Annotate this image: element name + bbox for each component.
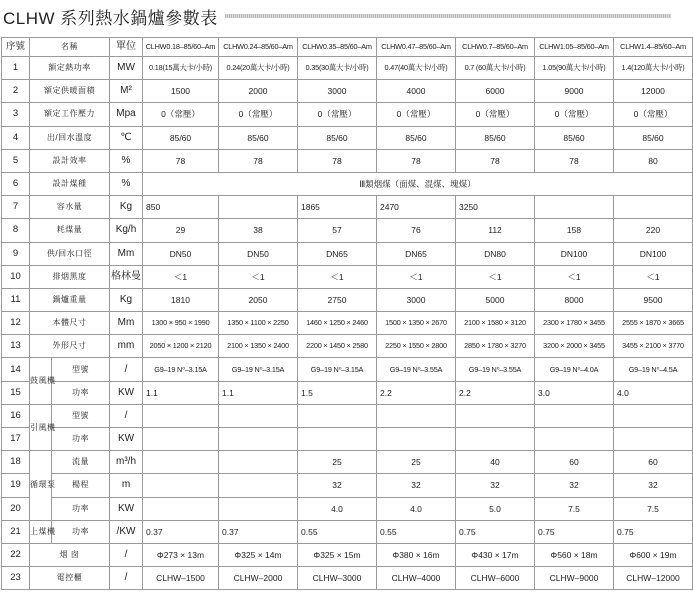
value-cell — [614, 428, 693, 451]
param-name: 型號 — [52, 358, 110, 381]
value-cell: 76 — [377, 219, 456, 242]
param-name: 電控櫃 — [30, 567, 110, 590]
value-cell — [143, 474, 219, 497]
table-row — [2, 288, 693, 311]
value-cell: 0（常壓） — [456, 103, 535, 126]
merged-value: Ⅲ類烟煤（面煤、混煤、塊煤） — [143, 172, 693, 195]
value-cell: 4.0 — [377, 497, 456, 520]
seq-cell: 10 — [2, 265, 30, 288]
unit-cell: % — [110, 172, 143, 195]
header-model: CLHW1.05–85/60–Am — [535, 38, 614, 57]
table-row — [2, 126, 693, 149]
unit-cell: Kg/h — [110, 219, 143, 242]
param-name: 容水量 — [30, 196, 110, 219]
table-row — [2, 567, 693, 590]
seq-cell: 9 — [2, 242, 30, 265]
value-cell: 5.0 — [456, 497, 535, 520]
value-cell: ＜1 — [143, 265, 219, 288]
value-cell — [298, 404, 377, 427]
value-cell: DN65 — [377, 242, 456, 265]
value-cell: 0.37 — [219, 520, 298, 543]
seq-cell: 11 — [2, 288, 30, 311]
unit-cell: / — [110, 358, 143, 381]
value-cell — [456, 404, 535, 427]
value-cell: 2100 × 1350 × 2400 — [219, 335, 298, 358]
unit-cell: / — [110, 567, 143, 590]
param-name: 設計效率 — [30, 149, 110, 172]
unit-cell: m — [110, 474, 143, 497]
value-cell — [219, 497, 298, 520]
value-cell: 1350 × 1100 × 2250 — [219, 312, 298, 335]
param-name: 功率 — [52, 381, 110, 404]
value-cell: 85/60 — [377, 126, 456, 149]
param-name: 排烟黑度 — [30, 265, 110, 288]
seq-cell: 22 — [2, 543, 30, 566]
value-cell: 2470 — [377, 196, 456, 219]
title-rule — [225, 14, 671, 18]
value-cell: 0（常壓） — [377, 103, 456, 126]
value-cell: DN80 — [456, 242, 535, 265]
value-cell — [535, 404, 614, 427]
header-model: CLHW0.24–85/60–Am — [219, 38, 298, 57]
value-cell: 6000 — [456, 80, 535, 103]
value-cell: 4000 — [377, 80, 456, 103]
value-cell: 1500 — [143, 80, 219, 103]
value-cell — [219, 196, 298, 219]
unit-cell: 格林曼 — [110, 265, 143, 288]
value-cell — [535, 196, 614, 219]
table-row — [2, 358, 693, 381]
value-cell: 0.75 — [614, 520, 693, 543]
value-cell: 1300 × 950 × 1990 — [143, 312, 219, 335]
unit-cell: / — [110, 404, 143, 427]
value-cell: 1.4(120萬大卡/小時) — [614, 57, 693, 80]
value-cell: 3.0 — [535, 381, 614, 404]
table-row — [2, 404, 693, 427]
seq-cell: 14 — [2, 358, 30, 381]
group-label-fan: 鼓風機 — [30, 358, 52, 404]
unit-cell: mm — [110, 335, 143, 358]
seq-cell: 18 — [2, 451, 30, 474]
param-name: 耗煤量 — [30, 219, 110, 242]
seq-cell: 12 — [2, 312, 30, 335]
unit-cell: % — [110, 149, 143, 172]
table-row — [2, 219, 693, 242]
param-name: 楊程 — [52, 474, 110, 497]
value-cell — [614, 404, 693, 427]
value-cell: 3250 — [456, 196, 535, 219]
value-cell: 0.7 (60萬大卡/小時) — [456, 57, 535, 80]
value-cell: 60 — [614, 451, 693, 474]
value-cell: 1865 — [298, 196, 377, 219]
seq-cell: 15 — [2, 381, 30, 404]
unit-cell: /KW — [110, 520, 143, 543]
value-cell — [143, 497, 219, 520]
param-name: 本體尺寸 — [30, 312, 110, 335]
value-cell: 2.2 — [377, 381, 456, 404]
value-cell — [219, 428, 298, 451]
value-cell: CLHW–1500 — [143, 567, 219, 590]
value-cell: 0.55 — [298, 520, 377, 543]
table-row — [2, 149, 693, 172]
value-cell: 2555 × 1870 × 3665 — [614, 312, 693, 335]
value-cell: Φ600 × 19m — [614, 543, 693, 566]
value-cell: 78 — [143, 149, 219, 172]
param-name: 設計煤種 — [30, 172, 110, 195]
value-cell: 1.05(90萬大卡/小時) — [535, 57, 614, 80]
unit-cell: / — [110, 543, 143, 566]
value-cell: CLHW–12000 — [614, 567, 693, 590]
value-cell: 57 — [298, 219, 377, 242]
value-cell: 1.1 — [219, 381, 298, 404]
table-row — [2, 103, 693, 126]
value-cell: 0.47(40萬大卡/小時) — [377, 57, 456, 80]
value-cell: Φ273 × 13m — [143, 543, 219, 566]
header-model: CLHW0.35–85/60–Am — [298, 38, 377, 57]
value-cell — [219, 474, 298, 497]
value-cell — [614, 196, 693, 219]
parameter-table — [1, 37, 693, 590]
value-cell: 1500 × 1350 × 2670 — [377, 312, 456, 335]
value-cell: 40 — [456, 451, 535, 474]
table-row — [2, 196, 693, 219]
seq-cell: 7 — [2, 196, 30, 219]
value-cell — [377, 404, 456, 427]
value-cell: ＜1 — [535, 265, 614, 288]
value-cell: Φ380 × 16m — [377, 543, 456, 566]
value-cell: CLHW–9000 — [535, 567, 614, 590]
header-unit: 單位 — [110, 38, 143, 57]
seq-cell: 19 — [2, 474, 30, 497]
value-cell: Φ325 × 14m — [219, 543, 298, 566]
seq-cell: 5 — [2, 149, 30, 172]
param-name: 額定熱功率 — [30, 57, 110, 80]
value-cell — [143, 428, 219, 451]
value-cell: 2250 × 1550 × 2800 — [377, 335, 456, 358]
value-cell: 2000 — [219, 80, 298, 103]
table-row — [2, 242, 693, 265]
value-cell: G9–19 N⁰–3.15A — [219, 358, 298, 381]
value-cell: DN50 — [219, 242, 298, 265]
value-cell: 2200 × 1450 × 2580 — [298, 335, 377, 358]
value-cell: Φ560 × 18m — [535, 543, 614, 566]
value-cell: 4.0 — [298, 497, 377, 520]
group-label-pump: 循環泵 — [30, 451, 52, 521]
value-cell — [143, 404, 219, 427]
value-cell: 2300 × 1780 × 3455 — [535, 312, 614, 335]
value-cell: CLHW–6000 — [456, 567, 535, 590]
unit-cell: m³/h — [110, 451, 143, 474]
seq-cell: 1 — [2, 57, 30, 80]
seq-cell: 4 — [2, 126, 30, 149]
value-cell: G9–19 N⁰–4.5A — [614, 358, 693, 381]
unit-cell: ℃ — [110, 126, 143, 149]
seq-cell: 13 — [2, 335, 30, 358]
value-cell: 78 — [535, 149, 614, 172]
table-row — [2, 265, 693, 288]
table-row — [2, 451, 693, 474]
param-name: 鍋爐重量 — [30, 288, 110, 311]
unit-cell: Mm — [110, 312, 143, 335]
value-cell: CLHW–4000 — [377, 567, 456, 590]
table-body — [2, 38, 693, 590]
value-cell: 4.0 — [614, 381, 693, 404]
value-cell: 3000 — [377, 288, 456, 311]
seq-cell: 3 — [2, 103, 30, 126]
value-cell: 850 — [143, 196, 219, 219]
unit-cell: Kg — [110, 288, 143, 311]
value-cell: 80 — [614, 149, 693, 172]
table-row — [2, 428, 693, 451]
value-cell: 112 — [456, 219, 535, 242]
table-row — [2, 57, 693, 80]
value-cell: 9000 — [535, 80, 614, 103]
value-cell: G9–19 N⁰–3.55A — [377, 358, 456, 381]
param-name: 烟 囱 — [30, 543, 110, 566]
seq-cell: 21 — [2, 520, 30, 543]
value-cell: 78 — [456, 149, 535, 172]
value-cell: 32 — [614, 474, 693, 497]
value-cell: 85/60 — [219, 126, 298, 149]
value-cell: G9–19 N⁰–3.15A — [143, 358, 219, 381]
value-cell: 85/60 — [535, 126, 614, 149]
param-name: 外形尺寸 — [30, 335, 110, 358]
value-cell: DN50 — [143, 242, 219, 265]
value-cell: 0.75 — [535, 520, 614, 543]
param-name: 額定供暖面積 — [30, 80, 110, 103]
value-cell — [456, 428, 535, 451]
value-cell — [219, 404, 298, 427]
table-row — [2, 474, 693, 497]
table-row — [2, 335, 693, 358]
value-cell: 7.5 — [535, 497, 614, 520]
value-cell: Φ325 × 15m — [298, 543, 377, 566]
value-cell: DN100 — [614, 242, 693, 265]
value-cell: 158 — [535, 219, 614, 242]
table-row — [2, 520, 693, 543]
header-model: CLHW0.7–85/60–Am — [456, 38, 535, 57]
seq-cell: 20 — [2, 497, 30, 520]
value-cell — [143, 451, 219, 474]
seq-cell: 8 — [2, 219, 30, 242]
header-model: CLHW1.4–85/60–Am — [614, 38, 693, 57]
unit-cell: KW — [110, 381, 143, 404]
title-bar — [3, 2, 671, 26]
value-cell: Φ430 × 17m — [456, 543, 535, 566]
page-title: CLHW 系列熱水鍋爐參數表 — [3, 9, 218, 28]
param-name: 出/回水溫度 — [30, 126, 110, 149]
value-cell: 0（常壓） — [143, 103, 219, 126]
seq-cell: 2 — [2, 80, 30, 103]
value-cell: 38 — [219, 219, 298, 242]
header-name: 名稱 — [30, 38, 110, 57]
value-cell: 60 — [535, 451, 614, 474]
value-cell: CLHW–3000 — [298, 567, 377, 590]
value-cell: 3200 × 2000 × 3455 — [535, 335, 614, 358]
value-cell: 5000 — [456, 288, 535, 311]
value-cell: 2.2 — [456, 381, 535, 404]
value-cell: 0.37 — [143, 520, 219, 543]
param-name: 功率 — [52, 497, 110, 520]
group-label-coal: 上煤機 — [30, 520, 52, 543]
value-cell: CLHW–2000 — [219, 567, 298, 590]
value-cell: DN100 — [535, 242, 614, 265]
value-cell: 0.55 — [377, 520, 456, 543]
value-cell: DN65 — [298, 242, 377, 265]
header-model: CLHW0.18–85/60–Am — [143, 38, 219, 57]
value-cell: ＜1 — [377, 265, 456, 288]
table-row — [2, 497, 693, 520]
group-label-induced: 引風機 — [30, 404, 52, 450]
unit-cell: MW — [110, 57, 143, 80]
value-cell — [535, 428, 614, 451]
value-cell: 78 — [219, 149, 298, 172]
unit-cell: M² — [110, 80, 143, 103]
value-cell: G9–19 N⁰–3.15A — [298, 358, 377, 381]
value-cell — [298, 428, 377, 451]
value-cell: ＜1 — [219, 265, 298, 288]
value-cell: 3455 × 2100 × 3770 — [614, 335, 693, 358]
value-cell: 85/60 — [298, 126, 377, 149]
value-cell: ＜1 — [298, 265, 377, 288]
value-cell: 0.35(30萬大卡/小時) — [298, 57, 377, 80]
value-cell: 1460 × 1250 × 2460 — [298, 312, 377, 335]
value-cell: 32 — [377, 474, 456, 497]
table-row — [2, 172, 693, 195]
unit-cell: KW — [110, 428, 143, 451]
table-row — [2, 312, 693, 335]
value-cell: 78 — [298, 149, 377, 172]
value-cell: 220 — [614, 219, 693, 242]
value-cell: 78 — [377, 149, 456, 172]
param-name: 供/回水口徑 — [30, 242, 110, 265]
param-name: 額定工作壓力 — [30, 103, 110, 126]
value-cell: 0（常壓） — [614, 103, 693, 126]
seq-cell: 6 — [2, 172, 30, 195]
value-cell: 32 — [535, 474, 614, 497]
value-cell: 32 — [456, 474, 535, 497]
unit-cell: Kg — [110, 196, 143, 219]
value-cell: 0（常壓） — [535, 103, 614, 126]
param-name: 功率 — [52, 520, 110, 543]
value-cell: 25 — [377, 451, 456, 474]
value-cell: 8000 — [535, 288, 614, 311]
value-cell: 85/60 — [143, 126, 219, 149]
header-seq: 序號 — [2, 38, 30, 57]
value-cell: 25 — [298, 451, 377, 474]
table-row — [2, 381, 693, 404]
value-cell: 1810 — [143, 288, 219, 311]
value-cell: 0（常壓） — [298, 103, 377, 126]
value-cell: 2100 × 1580 × 3120 — [456, 312, 535, 335]
header-row — [2, 38, 693, 57]
value-cell: 29 — [143, 219, 219, 242]
value-cell: 7.5 — [614, 497, 693, 520]
value-cell: 85/60 — [456, 126, 535, 149]
seq-cell: 23 — [2, 567, 30, 590]
param-name: 流量 — [52, 451, 110, 474]
value-cell: 32 — [298, 474, 377, 497]
value-cell: 0.24(20萬大卡/小時) — [219, 57, 298, 80]
value-cell: 3000 — [298, 80, 377, 103]
value-cell — [377, 428, 456, 451]
unit-cell: KW — [110, 497, 143, 520]
value-cell: 0（常壓） — [219, 103, 298, 126]
table-row — [2, 543, 693, 566]
value-cell: 2050 — [219, 288, 298, 311]
seq-cell: 16 — [2, 404, 30, 427]
value-cell: 12000 — [614, 80, 693, 103]
value-cell: G9–19 N⁰–4.0A — [535, 358, 614, 381]
value-cell: 0.18(15萬大卡/小時) — [143, 57, 219, 80]
header-model: CLHW0.47–85/60–Am — [377, 38, 456, 57]
seq-cell: 17 — [2, 428, 30, 451]
value-cell: 85/60 — [614, 126, 693, 149]
value-cell: 2750 — [298, 288, 377, 311]
value-cell: 1.1 — [143, 381, 219, 404]
value-cell: ＜1 — [614, 265, 693, 288]
value-cell: 1.5 — [298, 381, 377, 404]
value-cell: 2850 × 1780 × 3270 — [456, 335, 535, 358]
value-cell: G9–19 N⁰–3.55A — [456, 358, 535, 381]
value-cell: 9500 — [614, 288, 693, 311]
unit-cell: Mm — [110, 242, 143, 265]
param-name: 功率 — [52, 428, 110, 451]
unit-cell: Mpa — [110, 103, 143, 126]
param-name: 型號 — [52, 404, 110, 427]
value-cell — [219, 451, 298, 474]
value-cell: ＜1 — [456, 265, 535, 288]
value-cell: 2050 × 1200 × 2120 — [143, 335, 219, 358]
value-cell: 0.75 — [456, 520, 535, 543]
table-row — [2, 80, 693, 103]
